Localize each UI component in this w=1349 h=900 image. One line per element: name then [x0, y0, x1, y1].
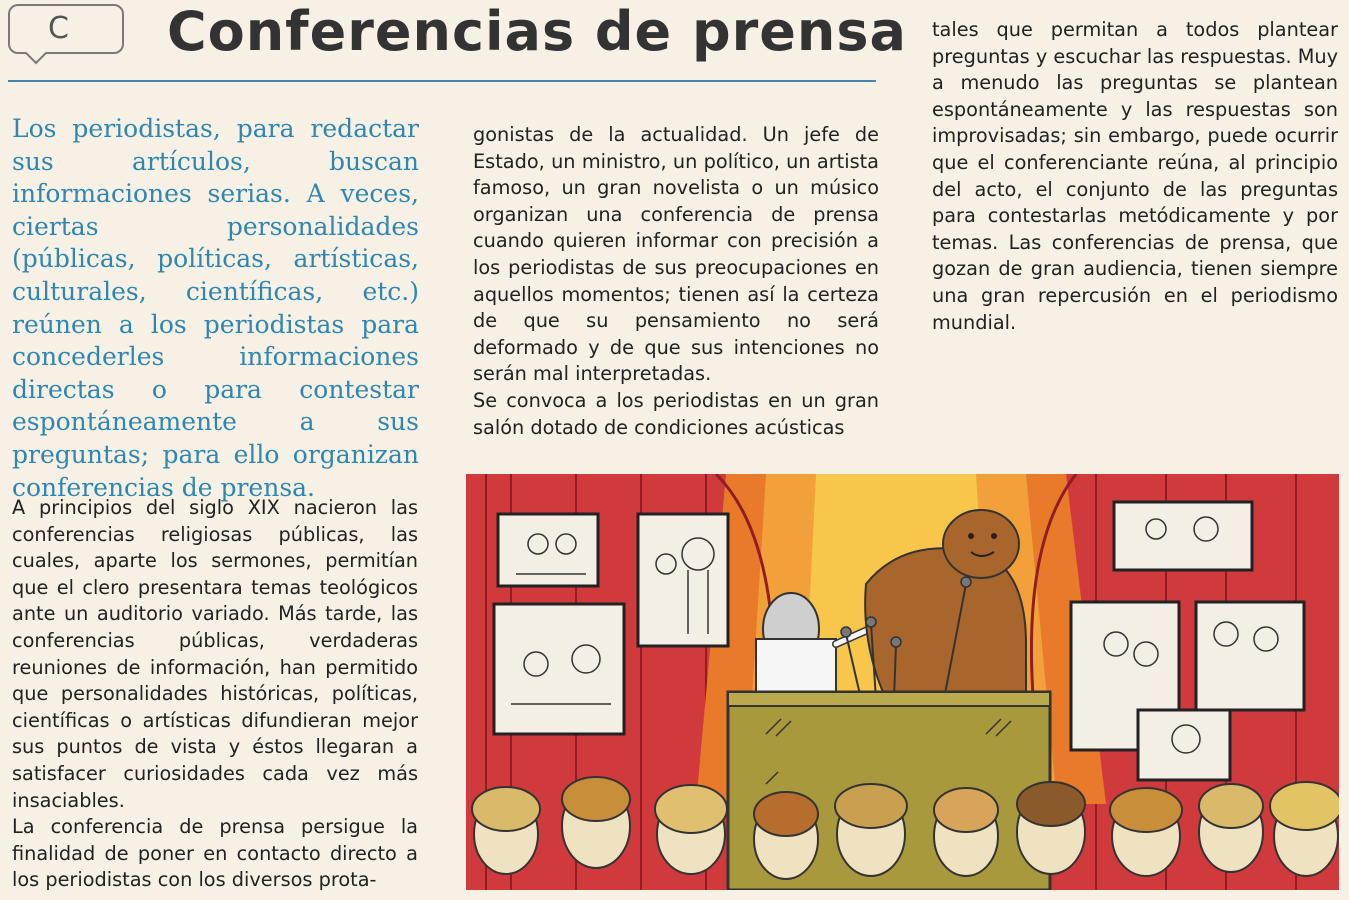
column1-paragraph-2: La conferencia de prensa persigue la finalidad de poner en contacto directo a los periodistas con los diversos prota-: [12, 815, 418, 892]
text-column-3: [932, 17, 1338, 336]
lead-paragraph: Los periodistas, para redactar sus artículos, buscan informaciones serias. A veces, ciertas personalidades (públicas, políticas, artísticas, culturales, científicas, etc.) reúnen a los periodistas para concederles informaciones directas o para contestar espontáneamente a sus preguntas; para ello organizan conferencias de prensa.: [12, 114, 419, 502]
illustration-drawing: [466, 474, 1339, 890]
column3-paragraph-1: tales que permitan a todos plantear preguntas y escuchar las respuestas. Muy a menudo las preguntas se plantean espontáneamente y las respuestas son improvisadas; sin embargo, puede ocurrir que el conferenciante reúna, al principio del acto, el conjunto de las preguntas para contestarlas metódicamente y por temas. Las conferencias de prensa, que gozan de gran audiencia, tienen siempre una gran repercusión en el periodismo mundial.: [932, 18, 1338, 334]
section-badge: [8, 4, 124, 54]
column2-paragraph-2: Se convoca a los periodistas en un gran salón dotado de condiciones acústicas: [473, 388, 879, 439]
press-conference-illustration: [466, 474, 1339, 890]
text-column-1: [12, 495, 418, 894]
title-divider: [8, 80, 876, 82]
column1-paragraph-1: A principios del siglo XIX nacieron las conferencias religiosas públicas, las cuales, aparte los sermones, permitían que el clero presentara temas teológicos ante un auditorio variado. Más tarde, las conferencias públicas, verdaderas reuniones de información, han permitido que personalidades históricas, políticas, científicas o artísticas difundieran mejor sus puntos de vista y éstos llegaran a satisfacer curiosidades cada vez más insaciables.: [12, 496, 418, 812]
page-title: Conferencias de prensa: [167, 0, 907, 63]
column2-paragraph-1: gonistas de la actualidad. Un jefe de Estado, un ministro, un político, un artista famoso, un gran novelista o un músico organizan una conferencia de prensa cuando quieren informar con precisión a los periodistas de sus preocupaciones en aquellos momentos; tienen así la certeza de que su pensamiento no será deformado y de que sus intenciones no serán mal interpretadas.: [473, 123, 879, 386]
text-column-2: [473, 122, 879, 441]
section-letter: C: [48, 11, 69, 46]
